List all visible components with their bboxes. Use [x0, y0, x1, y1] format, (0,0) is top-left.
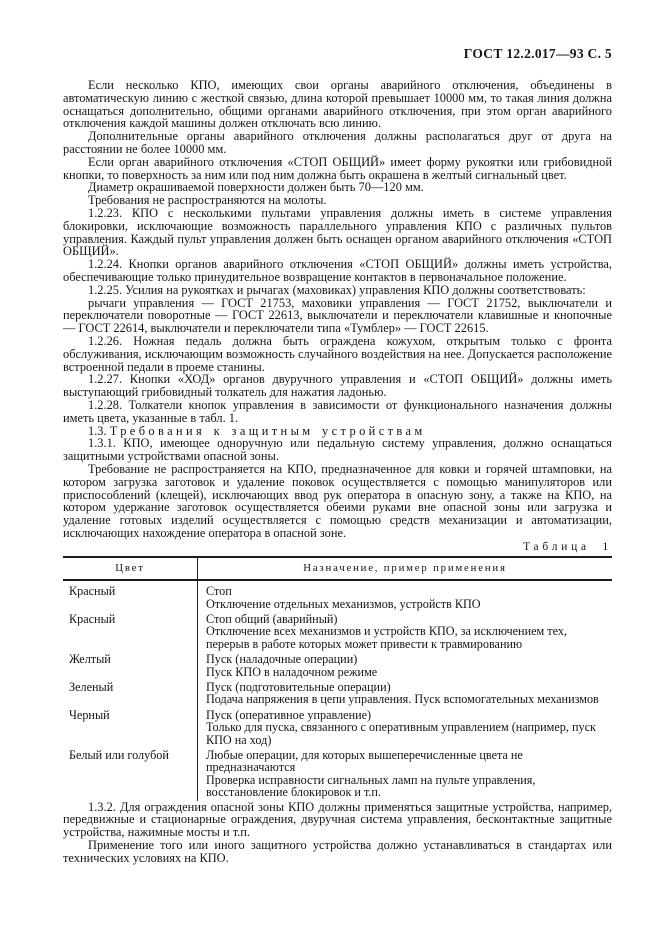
purpose-description: Только для пуска, связанного с оперативным управлением (например, пуск КПО на ход) — [206, 720, 596, 747]
table-row — [63, 652, 612, 680]
document-body — [63, 79, 612, 865]
table-row — [63, 748, 612, 801]
paragraph-diameter: Диаметр окрашиваемой поверхности должен быть 70—120 мм. — [88, 180, 424, 195]
table-header-row — [63, 557, 612, 580]
table-row — [63, 580, 612, 612]
purpose-cell — [198, 708, 613, 748]
purpose-title: Пуск (подготовительные операции) — [206, 679, 391, 694]
paragraph-auto-line: Если несколько КПО, имеющих свои органы аварийного отключения, объединены в автоматическую линию с жесткой связью, длина которой превышает 10000 мм, то такая линия должна оснащаться дополнительно, общими органами аварийного отключения, при этом орган аварийного отключения каждой машины должен отключать всю линию. — [63, 78, 612, 131]
paragraph-1-2-24: 1.2.24. Кнопки органов аварийного отключения «СТОП ОБЩИЙ» должны иметь устройства, обеспечивающие только принудительное возвращение контактов в первоначальное положение. — [63, 257, 612, 284]
color-cell: Белый или голубой — [63, 748, 198, 801]
purpose-description: Отключение отдельных механизмов, устройств КПО — [206, 596, 481, 611]
button-color-table — [63, 556, 612, 801]
purpose-title: Пуск (оперативное управление) — [206, 707, 372, 722]
color-cell: Красный — [63, 612, 198, 652]
table-row — [63, 680, 612, 708]
paragraph-hammers-exclusion: Требования не распространяются на молоты. — [88, 193, 327, 208]
table-row — [63, 612, 612, 652]
paragraph-stop-obshchiy-shape: Если орган аварийного отключения «СТОП ОБЩИЙ» имеет форму рукоятки или грибовидной кнопки, то поверхность за ним или под ним должна быть окрашена в желтый сигнальный цвет. — [63, 154, 612, 182]
purpose-title: Стоп общий (аварийный) — [206, 611, 338, 626]
table-header-purpose: Назначение, пример применения — [198, 557, 613, 580]
purpose-title: Любые операции, для которых вышеперечисленные цвета не предназначаются — [206, 747, 523, 775]
paragraph-1-3-1-exclusion: Требование не распространяется на КПО, предназначенное для ковки и горячей штамповки, на котором загрузка заготовок и удаление поковок осуществляется с помощью манипуляторов или приспособлений (клещей), исключающих ввод рук оператора в опасную зону, а также на КПО, на котором удержание заготовок осуществляется обеими руками вне опасной зоны или загрузка и удаление готовых изделий осуществляется с помощью средств механизации и автоматизации, исключающих нахождение оператора в опасной зоне. — [63, 461, 612, 540]
purpose-cell — [198, 652, 613, 680]
paragraph-application: Применение того или иного защитного устройства должно устанавливаться в стандартах или технических условиях на КПО. — [63, 837, 612, 865]
purpose-title: Пуск (наладочные операции) — [206, 652, 358, 667]
page-header: ГОСТ 12.2.017—93 С. 5 — [463, 46, 612, 61]
purpose-description: Пуск КПО в наладочном режиме — [206, 664, 378, 679]
purpose-cell — [198, 680, 613, 708]
purpose-description: Проверка исправности сигнальных ламп на пульте управления, восстановление блокировок и т.п. — [206, 772, 536, 800]
purpose-cell — [198, 748, 613, 801]
purpose-description: Отключение всех механизмов и устройств КПО, за исключением тех, перерыв в работе которых может привести к травмированию — [206, 624, 567, 651]
purpose-description: Подача напряжения в цепи управления. Пуск вспомогательных механизмов — [206, 692, 599, 707]
table-row — [63, 708, 612, 748]
color-cell: Черный — [63, 708, 198, 748]
purpose-cell — [198, 612, 613, 652]
paragraph-1-3-1: 1.3.1. КПО, имеющее одноручную или педальную систему управления, должно оснащаться защитными устройствами опасной зоны. — [63, 436, 612, 464]
section-title: Требования к защитным устройствам — [109, 423, 426, 438]
section-number: 1.3. — [88, 423, 107, 438]
paragraph-1-2-26: 1.2.26. Ножная педаль должна быть ограждена кожухом, открытым только с фронта обслуживания, исключающим возможность случайного воздействия на нее. Допускается расположение встроенной педали в проеме станины. — [63, 333, 612, 374]
color-cell: Желтый — [63, 652, 198, 680]
paragraph-additional-organs: Дополнительные органы аварийного отключения должны располагаться друг от друга на расстоянии не более 10000 мм. — [63, 129, 612, 156]
color-cell: Зеленый — [63, 680, 198, 708]
paragraph-1-2-28: 1.2.28. Толкатели кнопок управления в зависимости от функционального назначения должны иметь цвета, указанные в табл. 1. — [63, 397, 612, 425]
table-caption: Таблица 1 — [523, 540, 612, 553]
paragraph-1-2-25: 1.2.25. Усилия на рукоятках и рычагах (маховиках) управления КПО должны соответствовать: — [88, 282, 586, 297]
paragraph-1-2-25-gost-list: рычаги управления — ГОСТ 21753, маховики управления — ГОСТ 21752, выключатели и переключатели поворотные — ГОСТ 22613, выключатели и переключатели клавишные и кнопочные — ГОСТ 22614, выключатели и переключатели типа «Тумблер» — ГОСТ 22615. — [63, 295, 612, 336]
paragraph-1-2-23: 1.2.23. КПО с несколькими пультами управления должны иметь в системе управления блокировки, исключающие возможность параллельного управления КПО с различных пультов управления. Каждый пульт управления должен быть оснащен органом аварийного отключения «СТОП ОБЩИЙ». — [63, 205, 612, 259]
table-header-color: Цвет — [63, 557, 198, 580]
purpose-title: Стоп — [206, 584, 232, 599]
paragraph-1-3-2: 1.3.2. Для ограждения опасной зоны КПО должны применяться защитные устройства, например, передвижные и стационарные ограждения, двуручная система управления, бесконтактные защитные устройства, нажимные мосты и т.п. — [63, 799, 612, 840]
color-cell: Красный — [63, 580, 198, 612]
paragraph-1-2-27: 1.2.27. Кнопки «ХОД» органов двуручного управления и «СТОП ОБЩИЙ» должны иметь выступающий грибовидный толкатель для нажатия ладонью. — [63, 372, 612, 400]
purpose-cell — [198, 580, 613, 612]
